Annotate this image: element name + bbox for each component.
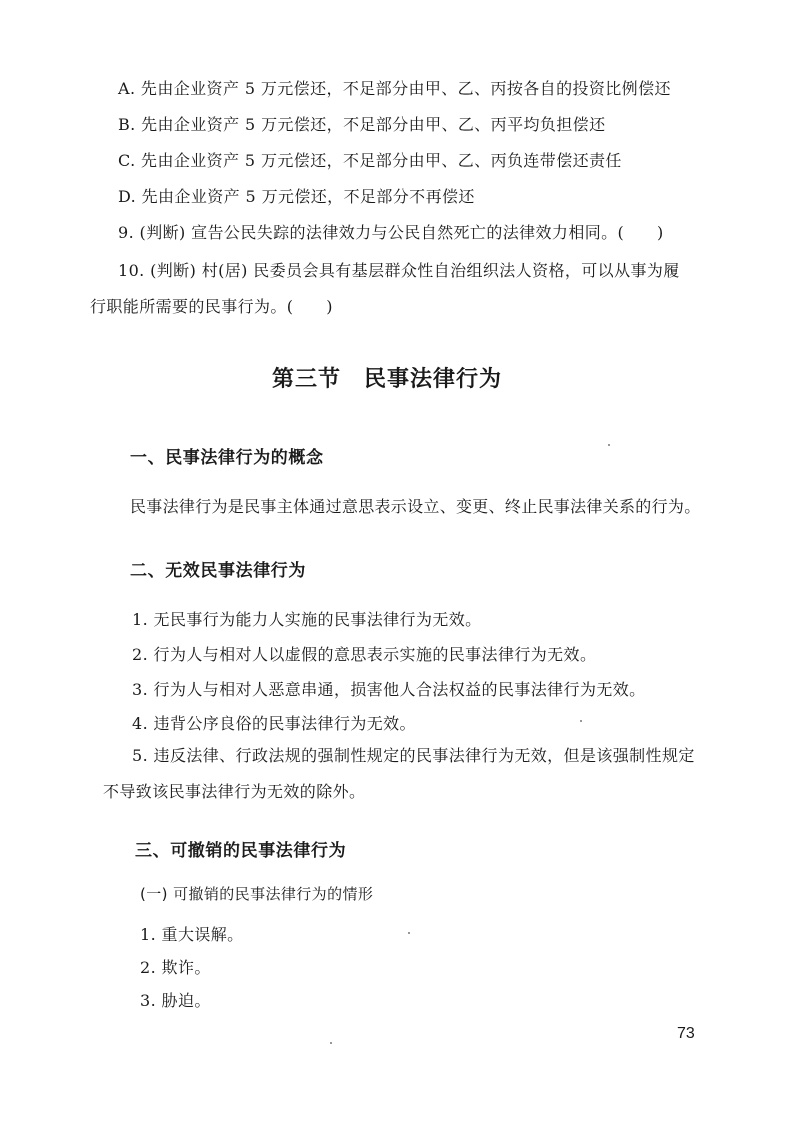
- revocable-subheading: (一) 可撤销的民事法律行为的情形: [140, 885, 374, 903]
- scan-speck: [408, 932, 410, 934]
- scan-speck: [580, 720, 582, 722]
- question-9: 9. (判断) 宣告公民失踪的法律效力与公民自然死亡的法律效力相同。( ): [118, 223, 664, 242]
- page-number: 73: [677, 1025, 695, 1042]
- invalid-item-4: 4. 违背公序良俗的民事法律行为无效。: [132, 714, 416, 733]
- invalid-item-1: 1. 无民事行为能力人实施的民事法律行为无效。: [132, 610, 482, 629]
- question-10-line-2: 行职能所需要的民事行为。( ): [90, 297, 333, 316]
- section-title: 第三节 民事法律行为: [272, 367, 503, 392]
- invalid-item-3: 3. 行为人与相对人恶意串通，损害他人合法权益的民事法律行为无效。: [132, 680, 646, 699]
- heading-invalid-acts: 二、无效民事法律行为: [130, 561, 306, 581]
- heading-concept: 一、民事法律行为的概念: [130, 448, 324, 468]
- concept-definition: 民事法律行为是民事主体通过意思表示设立、变更、终止民事法律关系的行为。: [130, 497, 701, 516]
- option-a: A. 先由企业资产 5 万元偿还，不足部分由甲、乙、丙按各自的投资比例偿还: [118, 79, 671, 98]
- heading-revocable-acts: 三、可撤销的民事法律行为: [135, 841, 347, 861]
- question-10-line-1: 10. (判断) 村(居) 民委员会具有基层群众性自治组织法人资格，可以从事为履: [118, 261, 680, 280]
- scan-speck: [330, 1042, 332, 1044]
- revocable-item-3: 3. 胁迫。: [140, 991, 211, 1010]
- option-c: C. 先由企业资产 5 万元偿还，不足部分由甲、乙、丙负连带偿还责任: [118, 151, 622, 170]
- invalid-item-2: 2. 行为人与相对人以虚假的意思表示实施的民事法律行为无效。: [132, 645, 597, 664]
- option-b: B. 先由企业资产 5 万元偿还，不足部分由甲、乙、丙平均负担偿还: [118, 115, 606, 134]
- invalid-item-5-line-1: 5. 违反法律、行政法规的强制性规定的民事法律行为无效，但是该强制性规定: [132, 746, 695, 765]
- revocable-item-1: 1. 重大误解。: [140, 925, 244, 944]
- option-d: D. 先由企业资产 5 万元偿还，不足部分不再偿还: [118, 187, 475, 206]
- scan-speck: [608, 444, 610, 446]
- revocable-item-2: 2. 欺诈。: [140, 958, 211, 977]
- invalid-item-5-line-2: 不导致该民事法律行为无效的除外。: [103, 782, 366, 801]
